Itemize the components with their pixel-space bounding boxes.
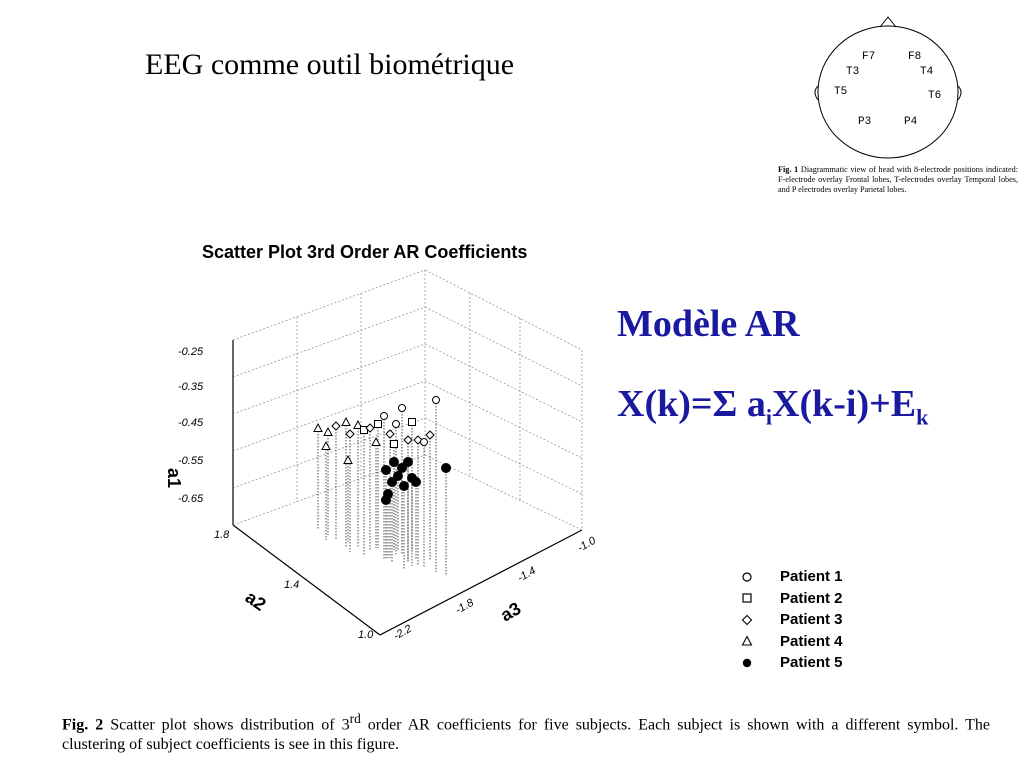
scatter-point-circle-open xyxy=(421,439,428,446)
scatter-point-diamond-open xyxy=(332,422,340,430)
chart-title: Scatter Plot 3rd Order AR Coefficients xyxy=(202,242,528,262)
a3-tick: -2.2 xyxy=(391,622,414,643)
a3-axis-label: a3 xyxy=(497,598,525,626)
scatter-point-square-open xyxy=(409,419,416,426)
legend-item xyxy=(736,652,843,674)
a3-tick: -1.0 xyxy=(575,534,598,555)
a2-axis-label: a2 xyxy=(241,586,270,615)
scatter-point-circle-open xyxy=(399,405,406,412)
legend-item xyxy=(736,609,843,631)
scatter-point-diamond-open xyxy=(346,430,354,438)
formula-mid: X(k-i)+E xyxy=(772,383,917,425)
a1-tick: -0.65 xyxy=(178,493,204,505)
model-title: Modèle AR xyxy=(617,303,800,345)
a3-tick: -1.4 xyxy=(515,564,538,585)
scatter-point-triangle-open xyxy=(372,438,380,446)
fig2-caption xyxy=(62,709,990,755)
circle-filled-icon xyxy=(736,656,758,670)
scatter-point-circle-filled xyxy=(442,464,451,473)
scatter-point-diamond-open xyxy=(386,430,394,438)
a1-tick: -0.35 xyxy=(178,381,204,393)
scatter-point-circle-open xyxy=(393,421,400,428)
scatter-point-circle-filled xyxy=(400,482,409,491)
a2-tick: 1.4 xyxy=(284,579,300,591)
fig2-label: Fig. 2 xyxy=(62,716,104,734)
slide-title: EEG comme outil biométrique xyxy=(145,48,515,81)
electrode-f8: F8 xyxy=(908,51,922,63)
fig1-label: Fig. 1 xyxy=(778,165,799,174)
legend-label: Patient 2 xyxy=(780,589,843,607)
chart-legend xyxy=(736,566,843,674)
fig2-text-after: order AR coefficients for five subjects. Each subject is shown with a different symbol. The clustering of subject coefficients is see in this figure. xyxy=(62,716,991,754)
a1-tick: -0.55 xyxy=(178,455,204,467)
fig1-text: Diagrammatic view of head with 8-electrode positions indicated: F-electrode overlay Frontal lobes, T-electrodes overlay Temporal lobes, and P electrodes overlay Parietal lobes. xyxy=(778,165,1018,194)
fig1-caption xyxy=(778,165,1018,195)
electrode-t3: T3 xyxy=(846,66,860,78)
electrode-f7: F7 xyxy=(862,51,876,63)
chart-grid xyxy=(233,270,582,530)
fig2-text-before: Scatter plot shows distribution of 3 xyxy=(110,716,350,734)
head-electrode-diagram xyxy=(810,14,970,162)
square-open-icon xyxy=(736,591,758,605)
scatter-points xyxy=(314,397,451,576)
fig2-superscript: rd xyxy=(349,711,361,726)
scatter-point-triangle-open xyxy=(324,428,332,436)
scatter-point-triangle-open xyxy=(344,456,352,464)
scatter-chart xyxy=(150,230,610,650)
a1-tick: -0.45 xyxy=(178,417,204,429)
formula-sub-i: i xyxy=(765,404,773,430)
electrode-t5: T5 xyxy=(834,86,848,98)
legend-item xyxy=(736,631,843,653)
scatter-point-triangle-open xyxy=(322,442,330,450)
scatter-point-circle-filled xyxy=(382,466,391,475)
electrode-t4: T4 xyxy=(920,66,934,78)
legend-item xyxy=(736,566,843,588)
scatter-point-circle-filled xyxy=(412,478,421,487)
legend-label: Patient 4 xyxy=(780,632,843,650)
triangle-open-icon xyxy=(736,634,758,648)
scatter-point-circle-open xyxy=(381,413,388,420)
ar-formula xyxy=(617,382,928,431)
scatter-point-square-open xyxy=(391,441,398,448)
scatter-point-diamond-open xyxy=(426,431,434,439)
a1-tick: -0.25 xyxy=(178,346,204,358)
scatter-point-square-open xyxy=(375,421,382,428)
legend-label: Patient 1 xyxy=(780,568,843,586)
a1-axis-label: a1 xyxy=(164,468,184,489)
scatter-point-circle-filled xyxy=(404,458,413,467)
scatter-point-circle-filled xyxy=(390,458,399,467)
a3-tick: -1.8 xyxy=(453,596,476,617)
diamond-open-icon xyxy=(736,613,758,627)
a2-tick: 1.8 xyxy=(214,529,230,541)
scatter-point-triangle-open xyxy=(314,424,322,432)
legend-label: Patient 3 xyxy=(780,611,843,629)
formula-sub-k: k xyxy=(916,404,929,430)
scatter-point-circle-open xyxy=(433,397,440,404)
formula-main: X(k)=Σ a xyxy=(617,383,766,425)
electrode-p3: P3 xyxy=(858,116,872,128)
scatter-point-circle-filled xyxy=(382,496,391,505)
a2-tick: 1.0 xyxy=(358,629,374,641)
legend-label: Patient 5 xyxy=(780,654,843,672)
electrode-t6: T6 xyxy=(928,90,942,102)
scatter-point-triangle-open xyxy=(342,418,350,426)
electrode-p4: P4 xyxy=(904,116,918,128)
scatter-point-diamond-open xyxy=(404,436,412,444)
legend-item xyxy=(736,588,843,610)
circle-open-icon xyxy=(736,570,758,584)
